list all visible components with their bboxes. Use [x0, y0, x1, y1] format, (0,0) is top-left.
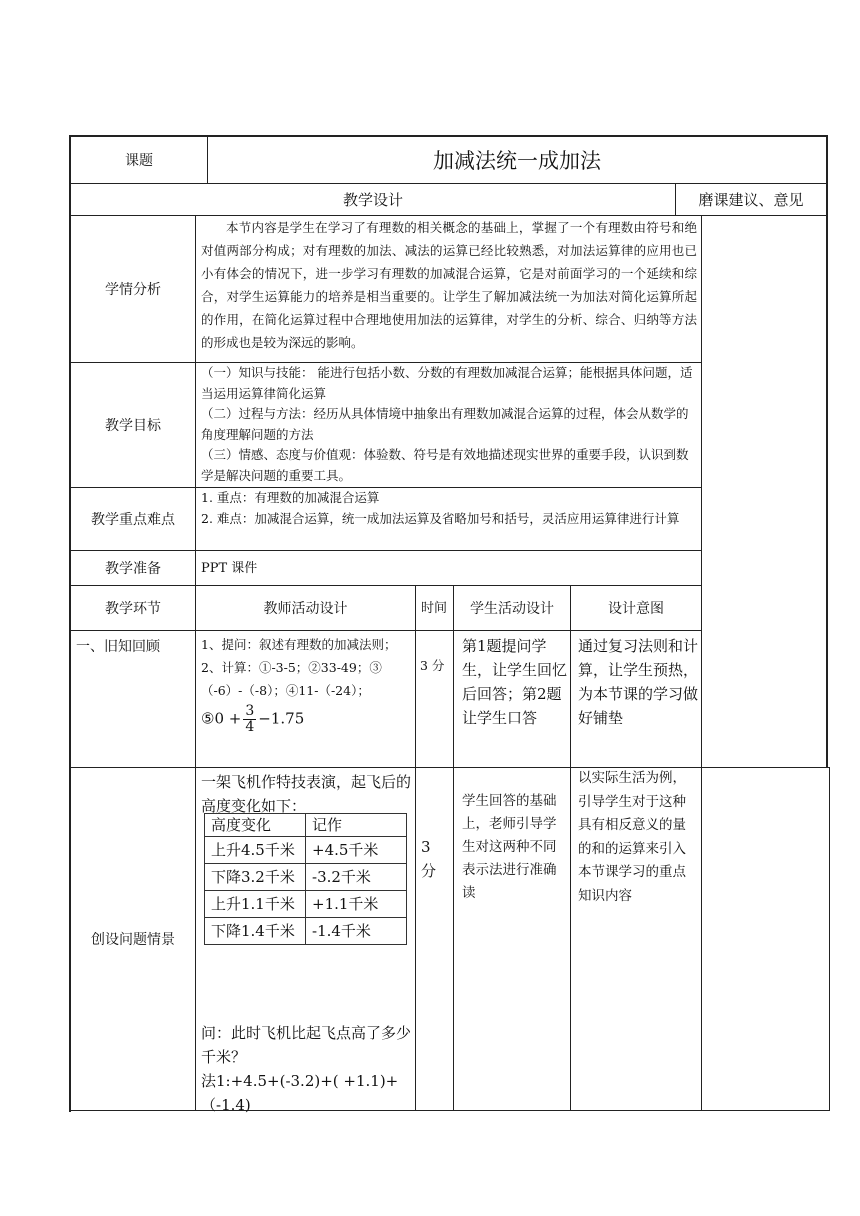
review-question: 1、提问：叙述有理数的加减法则；	[201, 637, 397, 652]
preparation-value: PPT 课件	[201, 560, 258, 576]
scenario-intro: 一架飞机作特技表演，起飞后的高度变化如下：	[201, 773, 412, 815]
objective-attitude: （三）情感、态度与价值观：体验数、符号是有效地描述现实世界的重要手段，认识到数学是解决问题的重要工具。	[201, 447, 689, 483]
table-right-border	[826, 135, 828, 768]
review-time: 3 分	[420, 658, 445, 673]
scenario-student: 学生回答的基础上，老师引导学生对这两种不同表示法进行准确读	[462, 793, 557, 901]
col-header-time: 时间	[420, 600, 447, 616]
col-header-student: 学生活动设计	[470, 601, 554, 617]
col-divider	[570, 585, 571, 1110]
review-calculation: 2、计算：①-3-5；②33-49；③（-6）-（-8）；④11-（-24）；	[201, 660, 382, 698]
frac-numerator: 3	[245, 703, 255, 719]
table-row	[205, 837, 407, 864]
learning-analysis-label: 学情分析	[105, 282, 161, 298]
key-points-text	[201, 488, 697, 550]
scenario-time: 3 分	[421, 838, 437, 880]
table-cell: 上升4.5千米	[205, 837, 306, 864]
expr-start: 0 +	[214, 709, 242, 728]
fraction-three-quarters	[243, 704, 256, 735]
table-cell: +4.5千米	[306, 837, 407, 864]
row-divider	[69, 630, 701, 631]
table-bottom-border	[69, 1110, 830, 1111]
key-points-label: 教学重点难点	[91, 512, 175, 528]
table-header-row	[205, 814, 407, 837]
design-label: 教学设计	[342, 191, 403, 209]
table-cell: -3.2千米	[306, 864, 407, 891]
scenario-question: 问：此时飞机比起飞点高了多少千米？	[201, 1024, 412, 1066]
expr-prefix: ⑤	[201, 709, 215, 728]
col-divider	[829, 767, 830, 1111]
review-teacher	[201, 633, 413, 735]
key-point-difficulty: 2. 难点：加减混合运算，统一成加法运算及省略加号和括号，灵活应用运算律进行计算	[201, 510, 680, 526]
key-point-focus: 1. 重点：有理数的加减混合运算	[201, 490, 380, 505]
objective-knowledge: （一）知识与技能： 能进行包括小数、分数的有理数加减混合运算；能根据具体问题，适当运用运算律简化运算	[201, 365, 693, 401]
expr-end: −1.75	[258, 709, 305, 728]
table-header-notation: 记作	[306, 814, 407, 837]
feedback-label: 磨课建议、意见	[698, 191, 804, 209]
preparation-label: 教学准备	[105, 561, 161, 577]
table-row	[205, 864, 407, 891]
scenario-method: 法1:+4.5+(-3.2)+( +1.1)+（-1.4)	[201, 1072, 399, 1114]
objectives-label: 教学目标	[105, 418, 161, 434]
objectives-text	[201, 363, 697, 487]
col-header-stage: 教学环节	[105, 601, 161, 617]
col-header-intent: 设计意图	[608, 601, 664, 617]
review-expression	[201, 704, 413, 735]
scenario-stage: 创设问题情景	[91, 932, 175, 948]
col-divider	[453, 585, 454, 1110]
learning-analysis-text: 本节内容是学生在学习了有理数的相关概念的基础上，掌握了一个有理数由符号和绝对值两部分构成；对有理数的加法、减法的运算已经比较熟悉，对加法运算律的应用也已小有体会的情况下，进一步学习有理数的加减混合运算，它是对前面学习的一个延续和综合，对学生运算能力的培养是相当重要的。让学生了解加减法统一为加法对简化运算所起的作用，在简化运算过程中合理地使用加法的运算律，对学生的分析、综合、归纳等方法的形成也是较为深远的影响。	[201, 220, 697, 350]
frac-denominator: 4	[245, 719, 255, 735]
review-student: 第1题提问学生，让学生回忆后回答；第2题让学生口答	[462, 637, 568, 727]
course-label: 课题	[125, 153, 153, 169]
col-divider	[415, 585, 416, 1110]
table-cell: +1.1千米	[306, 891, 407, 918]
table-cell: 下降1.4千米	[205, 918, 306, 945]
scenario-intent: 以实际生活为例，引导学生对于这种具有相反意义的量的和的运算来引入本节课学习的重点知识内容	[578, 770, 686, 904]
course-title: 加减法统一成加法	[433, 149, 601, 173]
table-header-change: 高度变化	[205, 814, 306, 837]
col-divider	[701, 215, 702, 1110]
table-cell: 上升1.1千米	[205, 891, 306, 918]
col-divider	[195, 215, 196, 1110]
table-row	[205, 918, 407, 945]
table-cell: -1.4千米	[306, 918, 407, 945]
col-header-teacher: 教师活动设计	[263, 601, 348, 617]
review-stage: 一、旧知回顾	[76, 639, 160, 655]
table-row	[205, 891, 407, 918]
table-cell: 下降3.2千米	[205, 864, 306, 891]
altitude-table	[204, 813, 407, 945]
objective-process: （二）过程与方法：经历从具体情境中抽象出有理数加减混合运算的过程，体会从数学的角度理解问题的方法	[201, 406, 689, 442]
review-intent: 通过复习法则和计算，让学生预热，为本节课的学习做好铺垫	[578, 637, 699, 727]
